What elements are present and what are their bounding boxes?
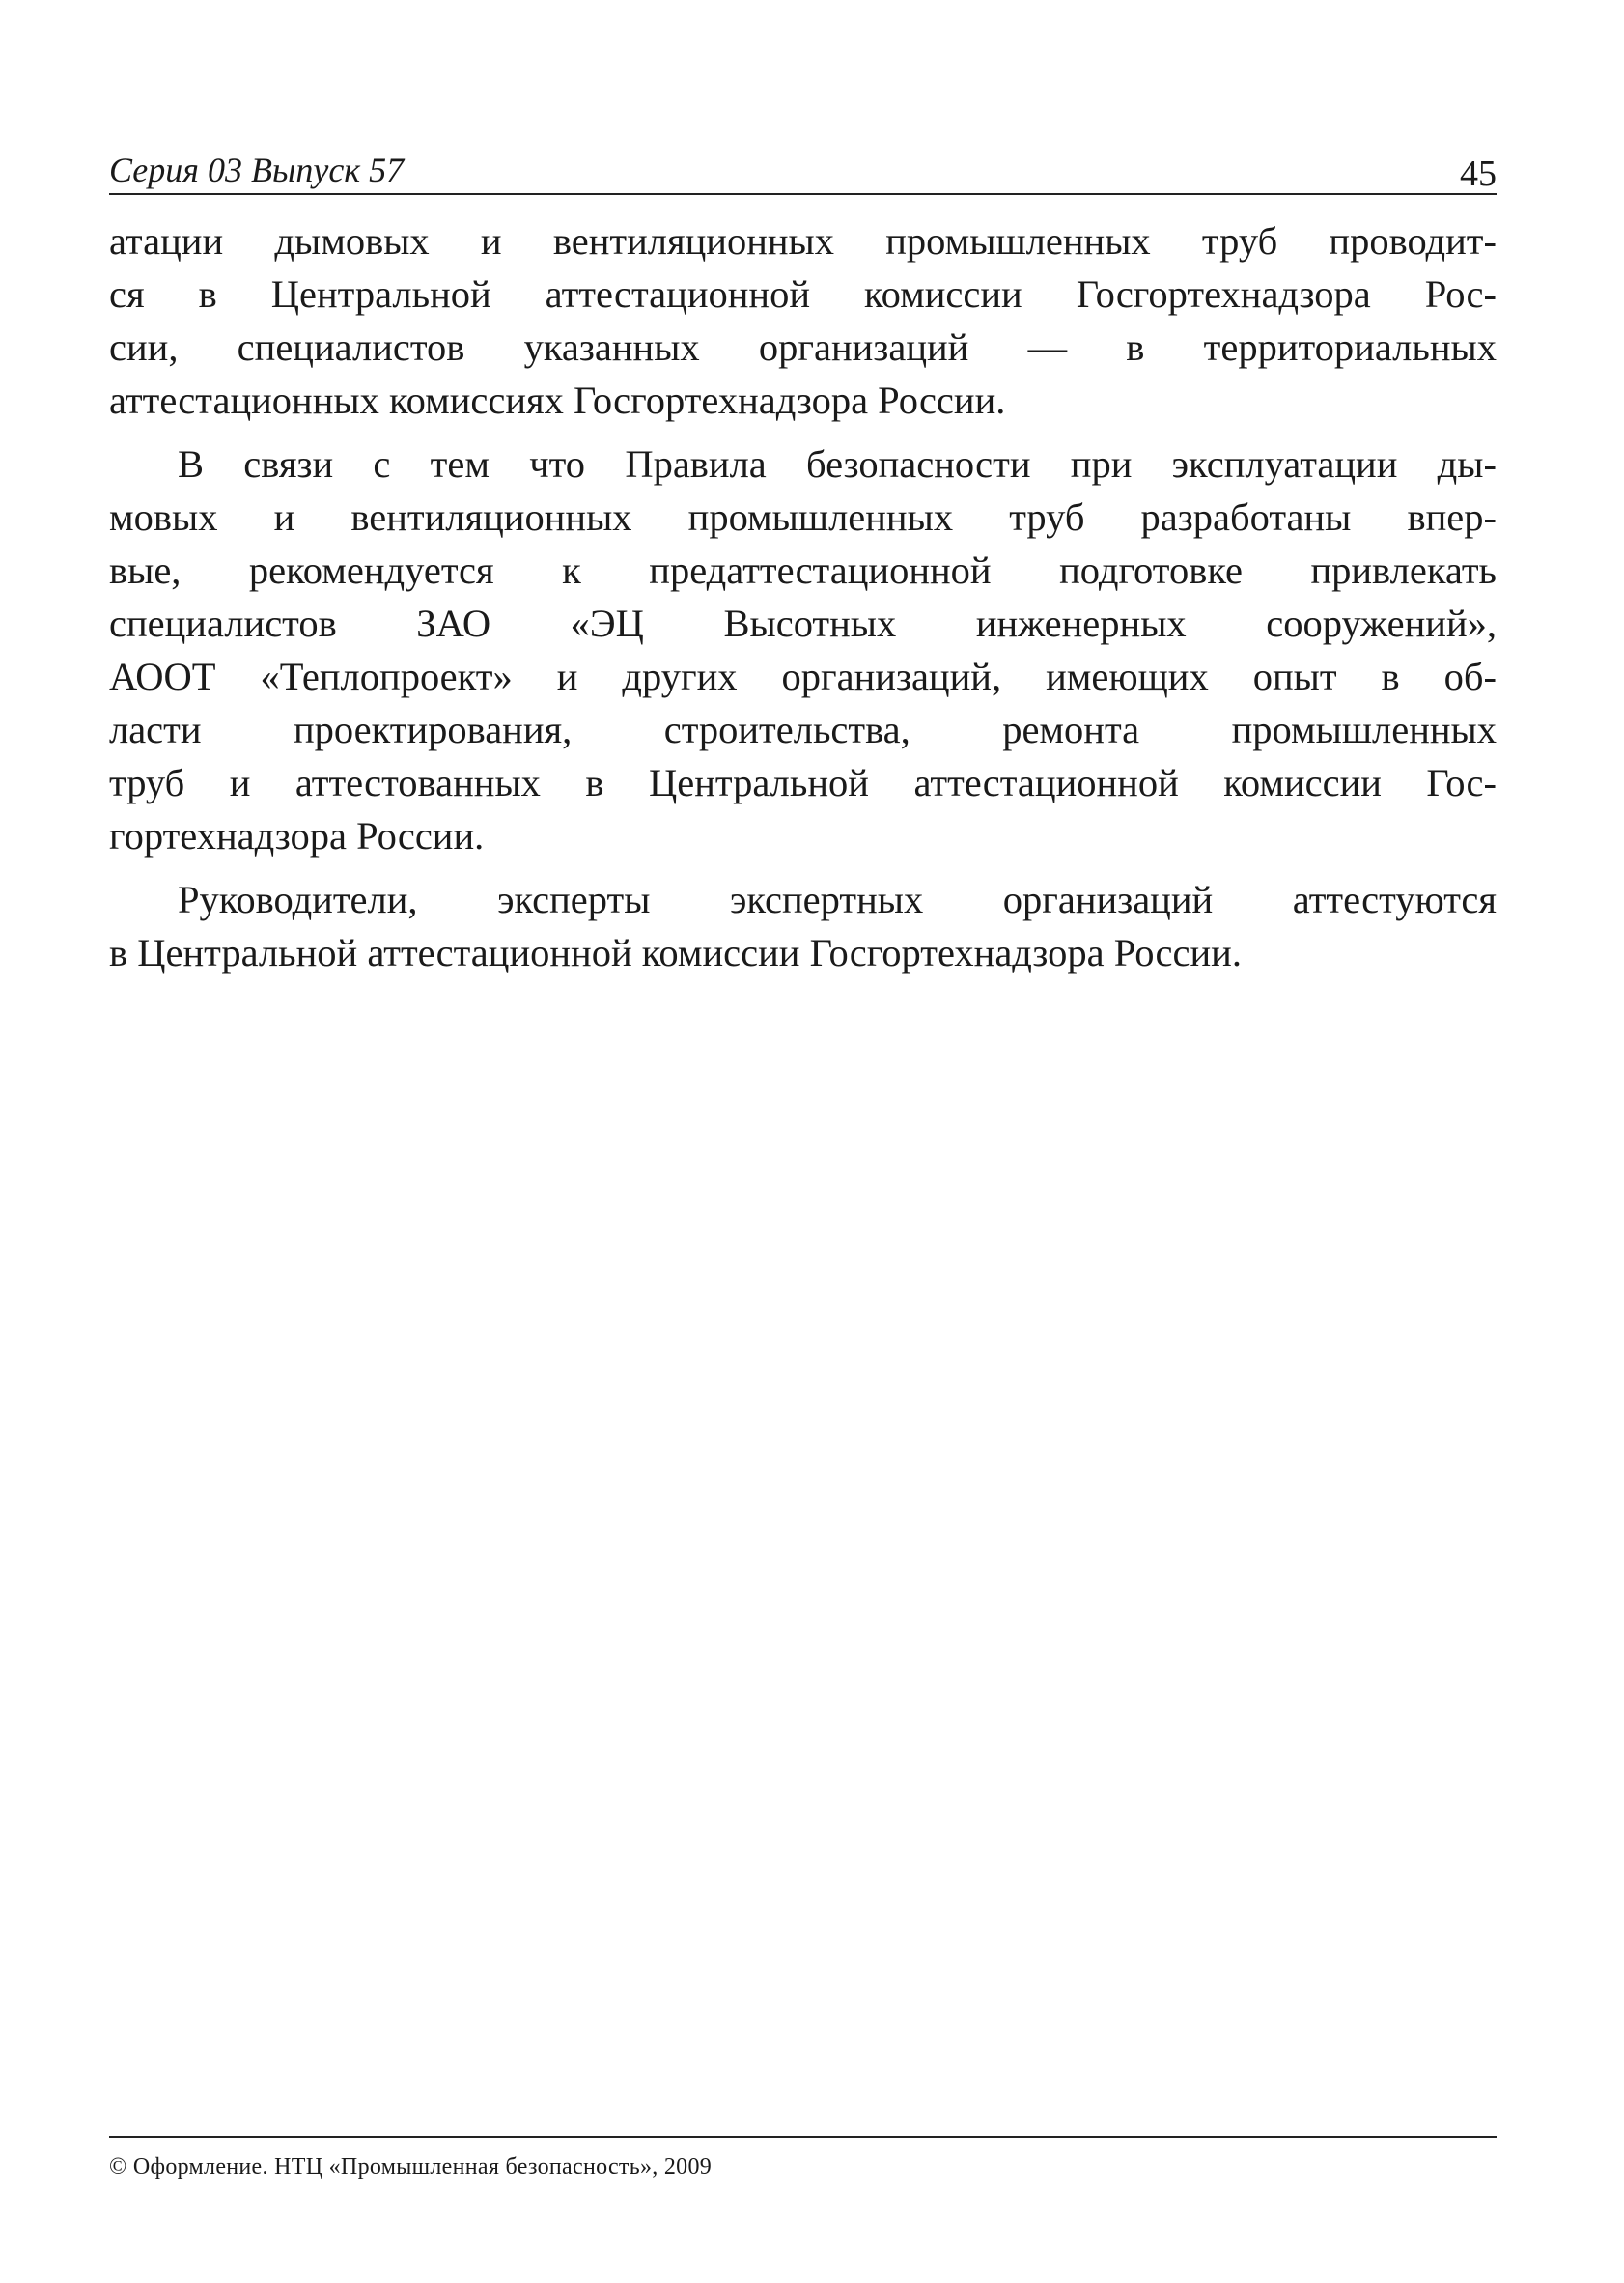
text-line: специалистов ЗАО «ЭЦ Высотных инженерных сооружений», — [109, 602, 1497, 645]
text-line: сии, специалистов указанных организаций — в территориальных — [109, 325, 1497, 369]
text-line: атации дымовых и вентиляционных промышленных труб проводит- — [109, 219, 1497, 263]
text-line: труб и аттестованных в Центральной аттестационной комиссии Гос- — [109, 761, 1497, 804]
body-text — [109, 214, 1497, 990]
paragraph-experts-certification — [109, 873, 1497, 979]
text-line: В связи с тем что Правила безопасности при эксплуатации ды- — [178, 442, 1497, 486]
running-header — [109, 145, 1497, 195]
text-line: мовых и вентиляционных промышленных труб разработаны впер- — [109, 495, 1497, 539]
text-line: АООТ «Теплопроект» и других организаций, имеющих опыт в об- — [109, 655, 1497, 698]
paragraph-continuation — [109, 214, 1497, 427]
series-title: Серия 03 Выпуск 57 — [109, 151, 405, 189]
text-line: ся в Центральной аттестационной комиссии Госгортехнадзора Рос- — [109, 272, 1497, 316]
text-line: вые, рекомендуется к предаттестационной подготовке привлекать — [109, 549, 1497, 592]
copyright-note: © Оформление. НТЦ «Промышленная безопасность», 2009 — [109, 2155, 713, 2180]
text-line: Руководители, эксперты экспертных организаций аттестуются — [178, 878, 1497, 921]
page-number: 45 — [1460, 154, 1497, 194]
text-line: гортехнадзора России. — [109, 814, 485, 858]
text-line: в Центральной аттестационной комиссии Госгортехнадзора России. — [109, 931, 1242, 974]
text-line: аттестационных комиссиях Госгортехнадзора России. — [109, 379, 1006, 422]
footer-divider — [109, 2136, 1497, 2138]
text-line: ласти проектирования, строительства, ремонта промышленных — [109, 708, 1497, 751]
paragraph-training-recommendation — [109, 437, 1497, 862]
